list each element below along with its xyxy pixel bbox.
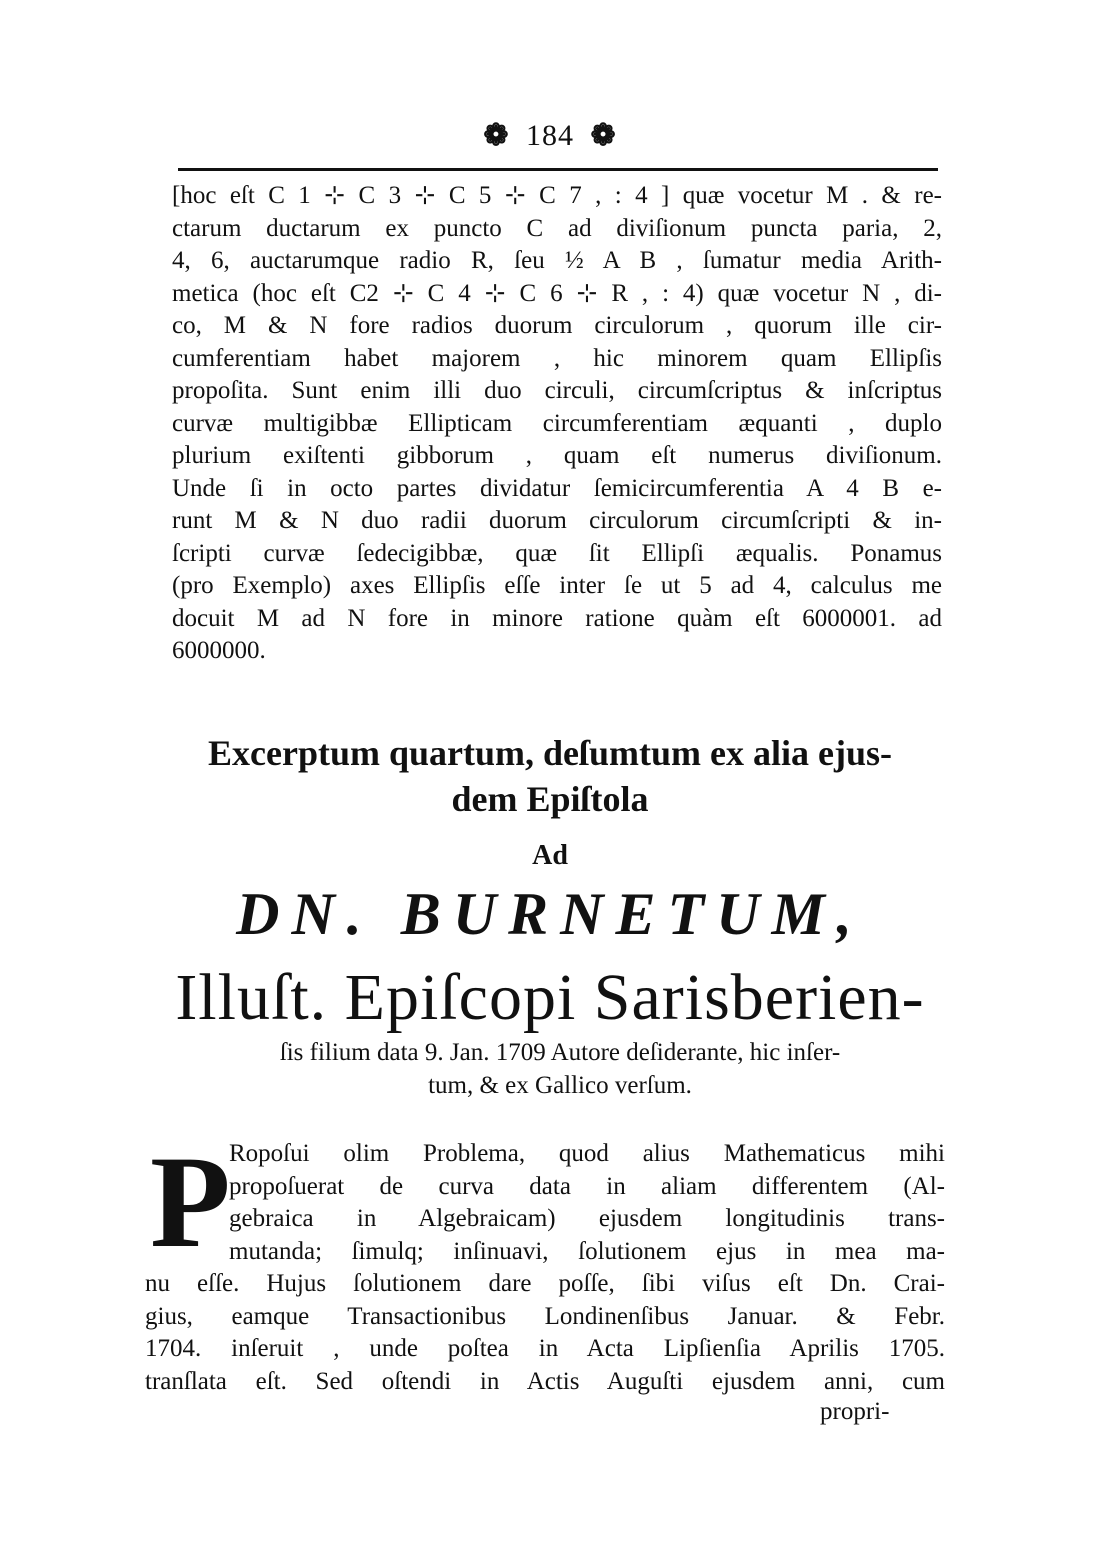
- page-number: 184: [526, 119, 574, 152]
- excerpt-heading-line: dem Epiſtola: [451, 779, 649, 819]
- paragraph-line: gebraica in Algebraicam) ejusdem longitudinis trans-: [229, 1205, 945, 1232]
- page-header: [0, 118, 1100, 153]
- text-line: metica (hoc eſt C2 ⊹ C 4 ⊹ C 6 ⊹ R , : 4) quæ vocetur N , di-: [172, 279, 942, 307]
- paragraph-line: propoſuerat de curva data in aliam differentem (Al-: [229, 1172, 945, 1200]
- paragraph-line: nu eſſe. Hujus ſolutionem dare poſſe, ſibi viſus eſt Dn. Crai-: [145, 1270, 945, 1297]
- body-text: [172, 180, 942, 668]
- paragraph-line: Ropoſui olim Problema, quod alius Mathematicus mihi: [229, 1140, 945, 1167]
- subtitle-line: tum, & ex Gallico verſum.: [428, 1072, 692, 1099]
- text-line: [hoc eſt C 1 ⊹ C 3 ⊹ C 5 ⊹ C 7 , : 4 ] quæ vocetur M . & re-: [172, 182, 942, 209]
- recipient-title: Illuſt. Epiſcopi Sarisberien-: [175, 961, 925, 1034]
- excerpt-heading: [160, 730, 940, 822]
- excerpt-heading-line: Excerptum quartum, deſumtum ex alia ejus-: [208, 733, 892, 773]
- paragraph-line: 1704. inſeruit , unde poſtea in Acta Lipſienſia Aprilis 1705.: [145, 1335, 945, 1362]
- header-rule: [178, 168, 938, 171]
- right-ornament-icon: ❁: [590, 119, 617, 152]
- text-line: 6000000.: [172, 637, 266, 664]
- text-line: Unde ſi in octo partes dividatur ſemicircumferentia A 4 B e-: [172, 474, 942, 502]
- left-ornament-icon: ❁: [483, 119, 510, 152]
- text-line: cumferentiam habet majorem , hic minorem quam Ellipſis: [172, 344, 942, 372]
- subtitle-line: ſis filium data 9. Jan. 1709 Autore deſiderante, hic inſer-: [279, 1039, 841, 1066]
- text-line: runt M & N duo radii duorum circulorum circumſcripti & in-: [172, 507, 942, 534]
- text-line: propoſita. Sunt enim illi duo circuli, circumſcriptus & inſcriptus: [172, 377, 942, 404]
- ad-heading: Ad: [532, 840, 568, 871]
- catchword: propri-: [820, 1398, 890, 1425]
- letter-paragraph: [145, 1128, 945, 1398]
- text-line: (pro Exemplo) axes Ellipſis eſſe inter ſe ut 5 ad 4, calculus me: [172, 572, 942, 599]
- text-line: plurium exiſtenti gibborum , quam eſt numerus diviſionum.: [172, 442, 942, 469]
- text-line: ſcripti curvæ ſedecigibbæ, quæ ſit Ellipſi æqualis. Ponamus: [172, 539, 942, 567]
- drop-cap: P: [150, 1128, 231, 1275]
- text-line: docuit M ad N fore in minore ratione quàm eſt 6000001. ad: [172, 604, 942, 632]
- text-line: curvæ multigibbæ Ellipticam circumferentiam æquanti , duplo: [172, 409, 942, 437]
- paragraph-line: mutanda; ſimulq; inſinuavi, ſolutionem ejus in mea ma-: [229, 1237, 945, 1265]
- text-line: co, M & N fore radios duorum circulorum , quorum ille cir-: [172, 312, 942, 339]
- text-line: ctarum ductarum ex puncto C ad diviſionum puncta paria, 2,: [172, 214, 942, 242]
- recipient-name: DN. BURNETUM,: [236, 881, 864, 947]
- paragraph-line: tranſlata eſt. Sed oſtendi in Actis Auguſti ejusdem anni, cum: [145, 1367, 945, 1395]
- paragraph-line: gius, eamque Transactionibus Londinenſibus Januar. & Febr.: [145, 1302, 945, 1330]
- text-line: 4, 6, auctarumque radio R, ſeu ½ A B , ſumatur media Arith-: [172, 247, 942, 274]
- heading-subtitle: [230, 1036, 890, 1102]
